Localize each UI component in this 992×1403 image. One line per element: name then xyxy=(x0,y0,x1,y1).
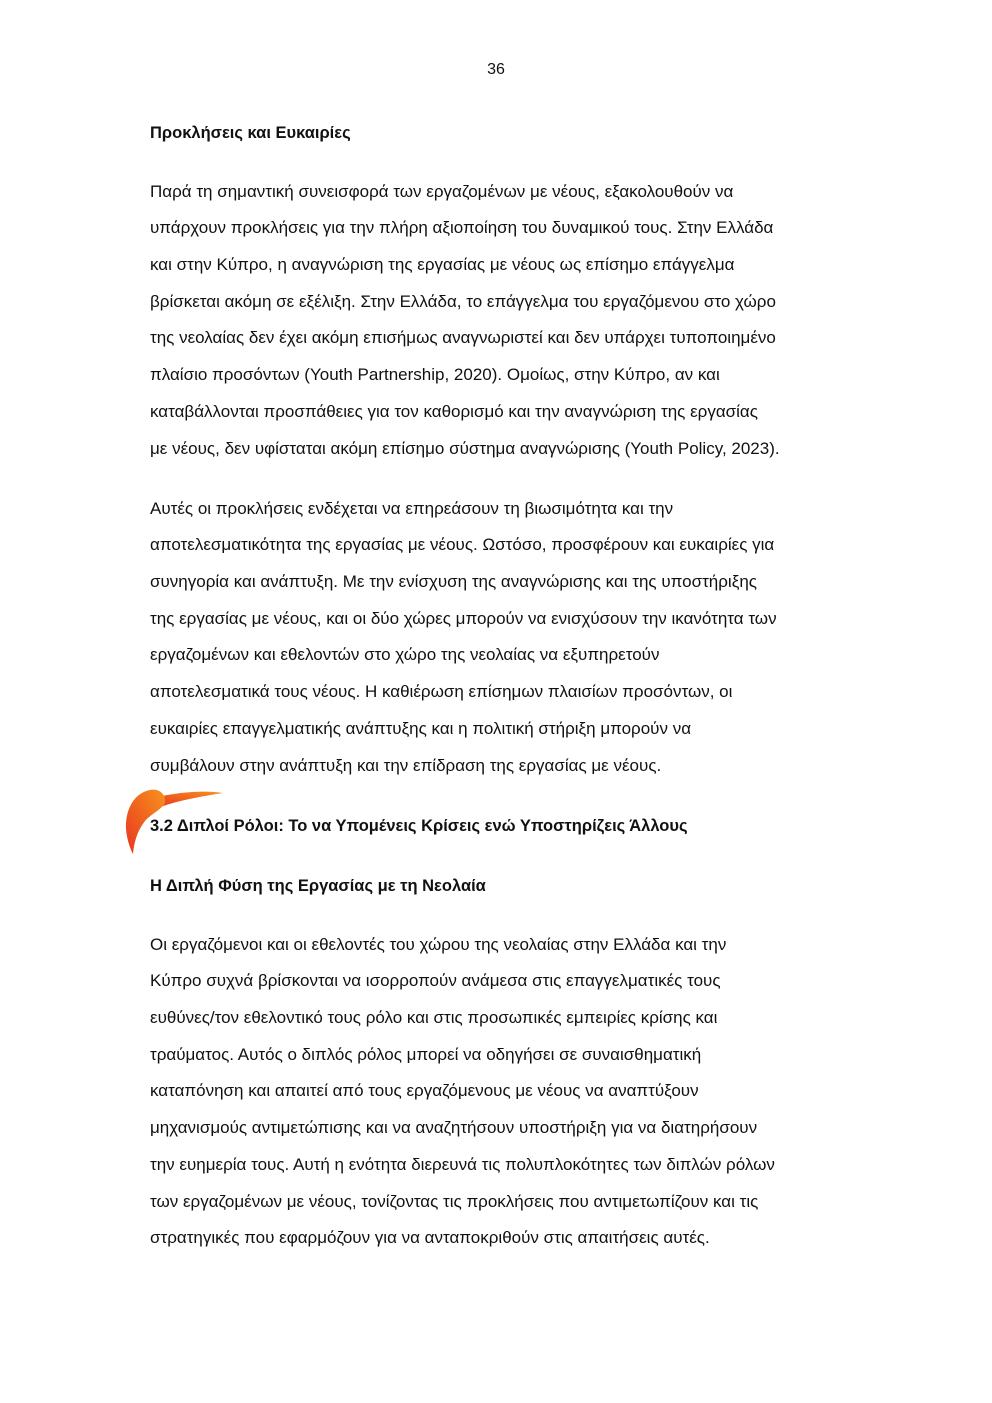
paragraph-line: και στην Κύπρο, η αναγνώριση της εργασίας με νέους ως επίσημο επάγγελμα xyxy=(150,255,735,274)
paragraph-line: πλαίσιο προσόντων (Youth Partnership, 2020). Ομοίως, στην Κύπρο, αν και xyxy=(150,365,720,385)
paragraph-line: συμβάλουν στην ανάπτυξη και την επίδραση της εργασίας με νέους. xyxy=(150,755,662,775)
paragraph-line: Παρά τη σημαντική συνεισφορά των εργαζομένων με νέους, εξακολουθούν να xyxy=(150,181,734,201)
subheading-dual-nature: Η Διπλή Φύση της Εργασίας με τη Νεολαία xyxy=(150,876,486,895)
section-heading-dual-roles: 3.2 Διπλοί Ρόλοι: Το να Υπομένεις Κρίσεις ενώ Υποστηρίζεις Άλλους xyxy=(150,816,688,835)
paragraph-line: εργαζομένων και εθελοντών στο χώρο της νεολαίας να εξυπηρετούν xyxy=(150,645,660,665)
paragraph-line: ευκαιρίες επαγγελματικής ανάπτυξης και η πολιτική στήριξη μπορούν να xyxy=(150,718,692,738)
paragraph-line: καταβάλλονται προσπάθειες για τον καθορισμό και την αναγνώριση της εργασίας xyxy=(150,401,758,421)
paragraph-line: της νεολαίας δεν έχει ακόμη επισήμως αναγνωριστεί και δεν υπάρχει τυποποιημένο xyxy=(150,328,776,348)
paragraph-line: συνηγορία και ανάπτυξη. Με την ενίσχυση της αναγνώρισης και της υποστήριξης xyxy=(150,572,757,591)
paragraph-line: αποτελεσματικότητα της εργασίας με νέους. Ωστόσο, προσφέρουν και ευκαιρίες για xyxy=(150,535,775,555)
paragraph-line: βρίσκεται ακόμη σε εξέλιξη. Στην Ελλάδα, το επάγγελμα του εργαζόμενου στο χώρο xyxy=(150,291,776,311)
paragraph-line: Κύπρο συχνά βρίσκονται να ισορροπούν ανάμεσα στις επαγγελματικές τους xyxy=(150,971,721,991)
paragraph-line: Οι εργαζόμενοι και οι εθελοντές του χώρου της νεολαίας στην Ελλάδα και την xyxy=(150,934,727,954)
paragraph-dual-roles xyxy=(150,927,850,1257)
paragraph-line: τραύματος. Αυτός ο διπλός ρόλος μπορεί να οδηγήσει σε συναισθηματική xyxy=(150,1044,702,1064)
paragraph-line: στρατηγικές που εφαρμόζουν για να ανταποκριθούν στις απαιτήσεις αυτές. xyxy=(150,1228,710,1248)
paragraph-line: καταπόνηση και απαιτεί από τους εργαζόμενους με νέους να αναπτύξουν xyxy=(150,1081,699,1101)
paragraph-line: ευθύνες/τον εθελοντικό τους ρόλο και στις προσωπικές εμπειρίες κρίσης και xyxy=(150,1008,718,1027)
paragraph-line: αποτελεσματικά τους νέους. Η καθιέρωση επίσημων πλαισίων προσόντων, οι xyxy=(150,682,733,702)
paragraph-opportunities xyxy=(150,491,850,785)
paragraph-challenges xyxy=(150,174,850,468)
paragraph-line: υπάρχουν προκλήσεις για την πλήρη αξιοποίηση του δυναμικού τους. Στην Ελλάδα xyxy=(150,218,774,238)
paragraph-line: μηχανισμούς αντιμετώπισης και να αναζητήσουν υποστήριξη για να διατηρήσουν xyxy=(150,1118,758,1138)
paragraph-line: των εργαζομένων με νέους, τονίζοντας τις προκλήσεις που αντιμετωπίζουν και τις xyxy=(150,1191,759,1211)
paragraph-line: με νέους, δεν υφίσταται ακόμη επίσημο σύστημα αναγνώρισης (Youth Policy, 2023). xyxy=(150,438,780,458)
paragraph-line: την ευημερία τους. Αυτή η ενότητα διερευνά τις πολυπλοκότητες των διπλών ρόλων xyxy=(150,1154,775,1174)
paragraph-line: της εργασίας με νέους, και οι δύο χώρες μπορούν να ενισχύσουν την ικανότητα των xyxy=(150,608,777,628)
paragraph-line: Αυτές οι προκλήσεις ενδέχεται να επηρεάσουν τη βιωσιμότητα και την xyxy=(150,498,674,518)
heading-challenges-opportunities: Προκλήσεις και Ευκαιρίες xyxy=(150,123,351,142)
page-number: 36 xyxy=(487,61,505,78)
logo-swoosh-stroke xyxy=(157,792,223,807)
